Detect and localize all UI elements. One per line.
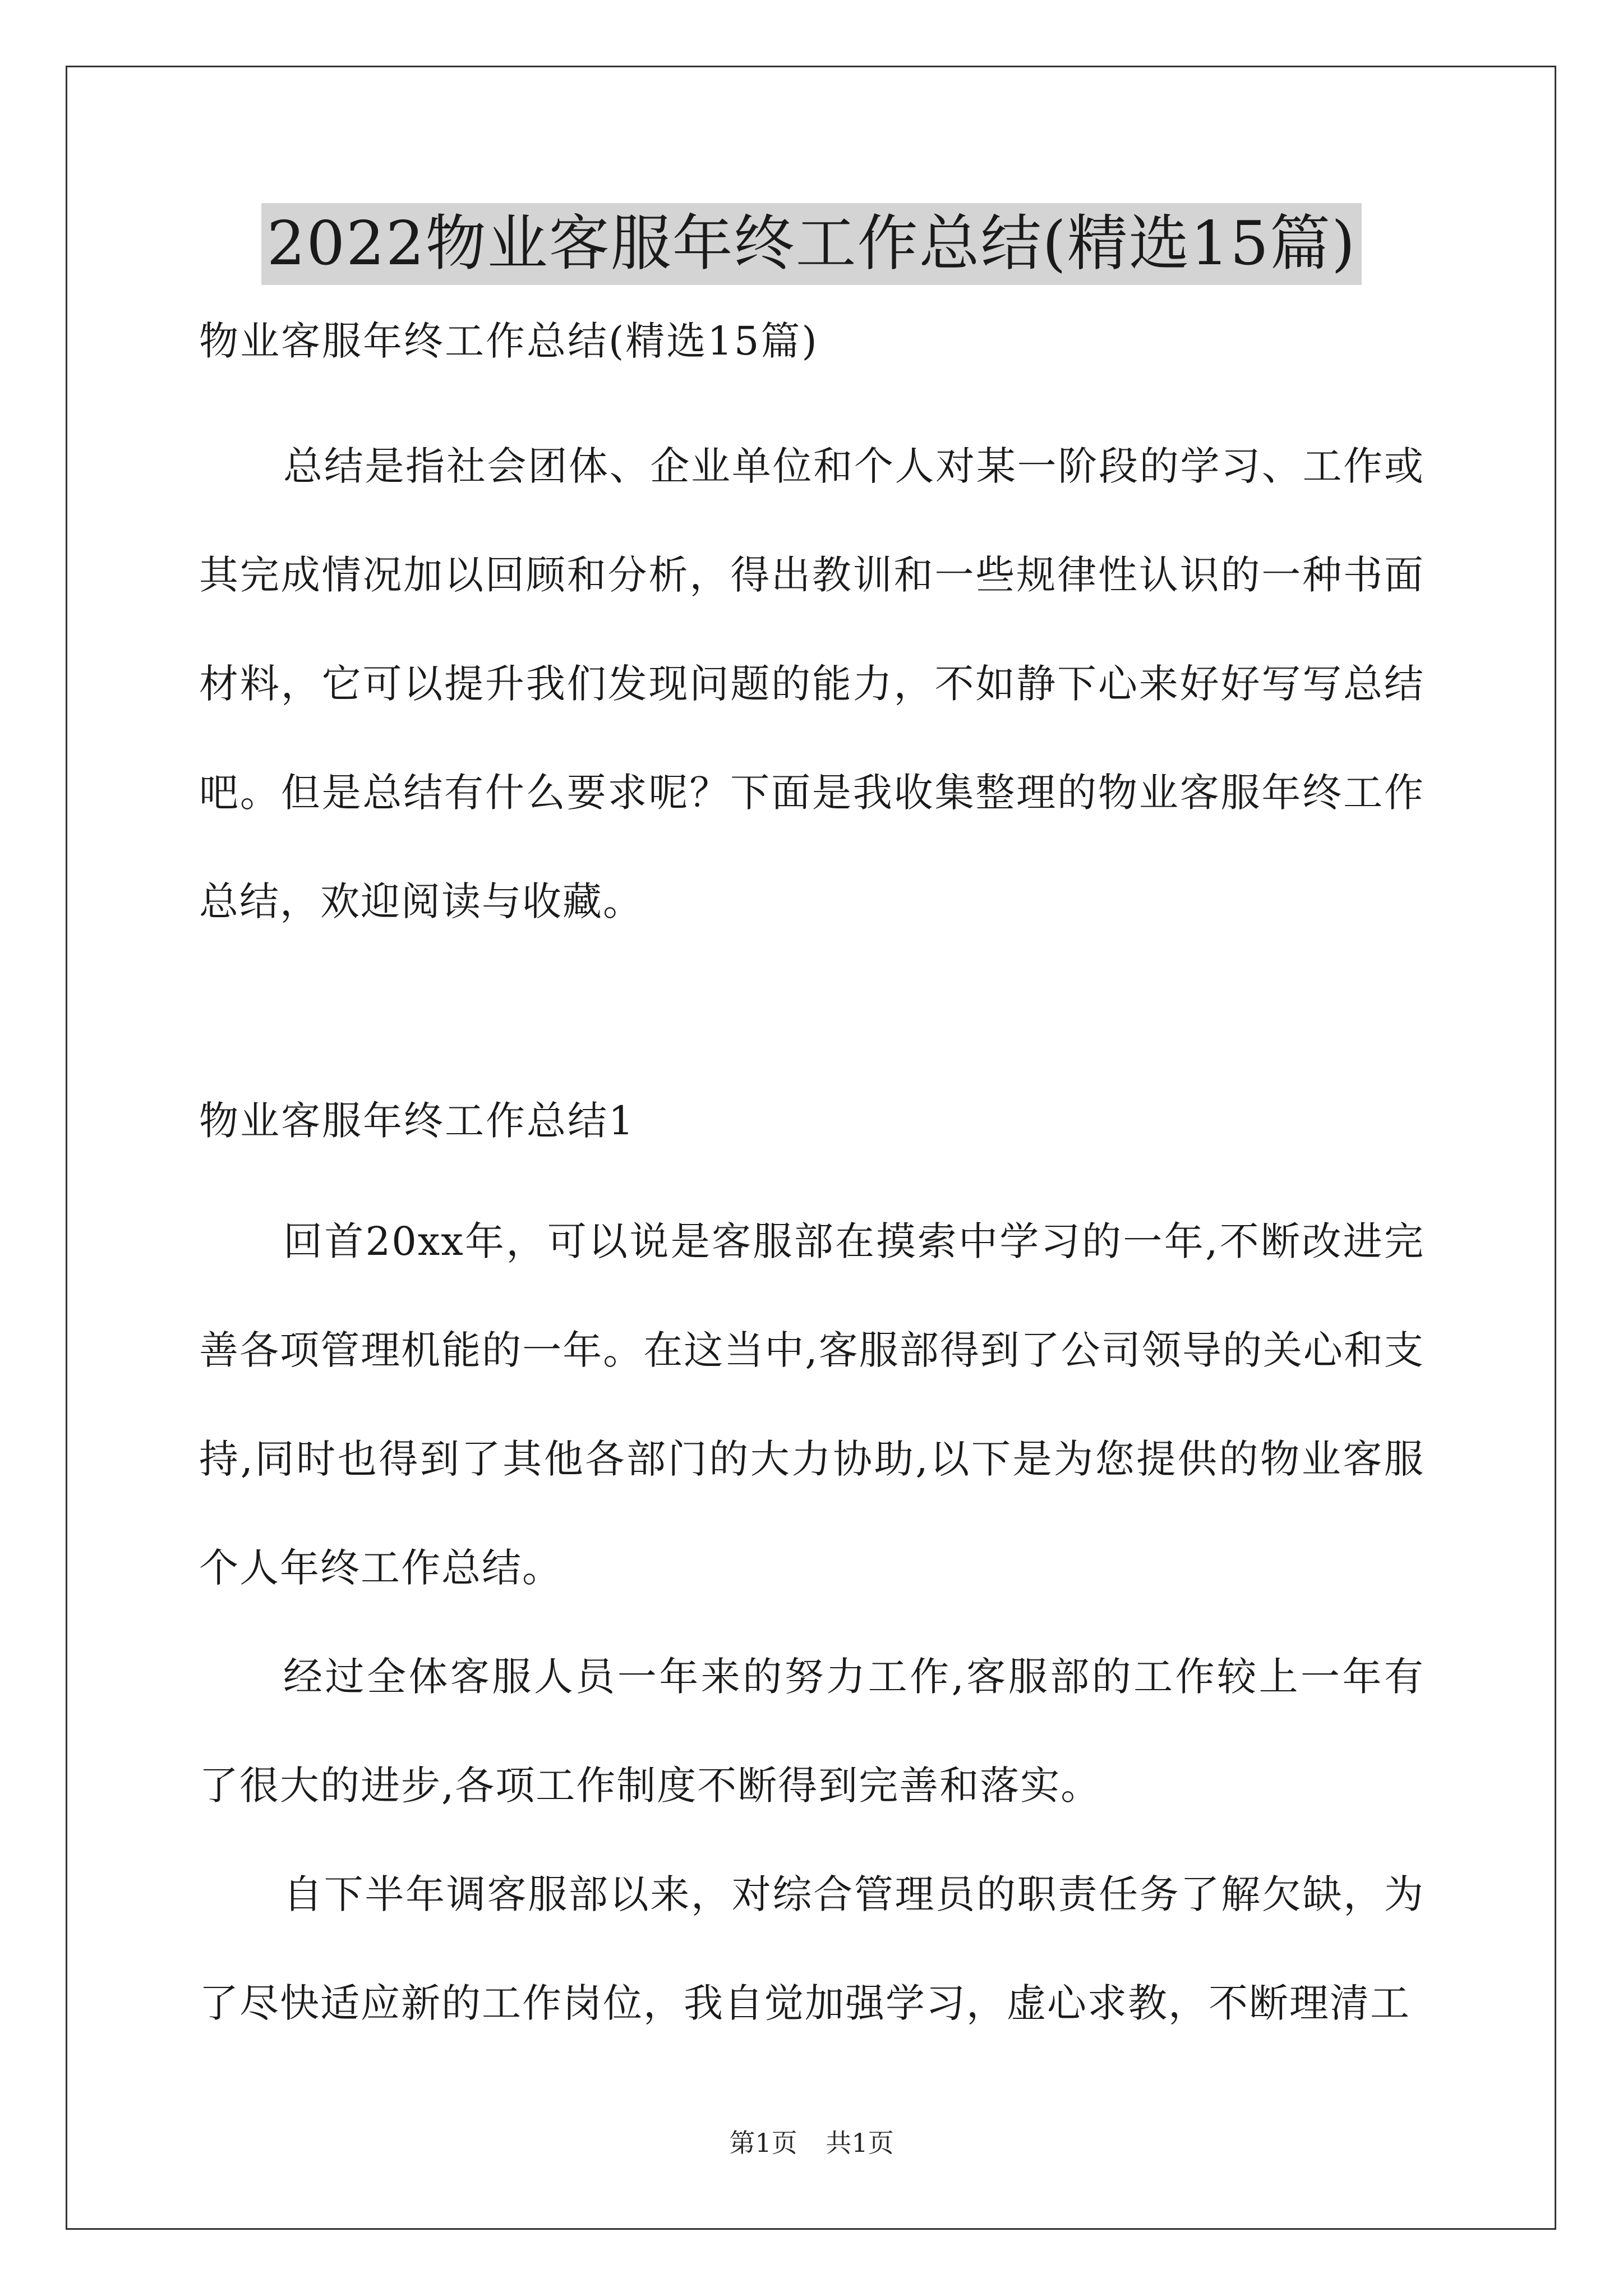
section-heading: 物业客服年终工作总结1	[199, 1098, 635, 1144]
body-paragraph-3: 自下半年调客服部以来，对综合管理员的职责任务了解欠缺，为了尽快适应新的工作岗位，我自觉加强学习，虚心求教，不断理清工	[199, 1871, 1424, 2026]
intro-paragraph: 总结是指社会团体、企业单位和个人对某一阶段的学习、工作或其完成情况加以回顾和分析，得出教训和一些规律性认识的一种书面材料，它可以提升我们发现问题的能力，不如静下心来好好写写总结吧。但是总结有什么要求呢？下面是我收集整理的物业客服年终工作总结，欢迎阅读与收藏。	[199, 443, 1424, 924]
page-number-total: 共1页	[826, 2128, 894, 2158]
title-container	[0, 203, 1623, 285]
document-title: 2022物业客服年终工作总结(精选15篇)	[261, 203, 1362, 285]
page-number-current: 第1页	[729, 2128, 797, 2158]
page-footer	[0, 2126, 1623, 2160]
body-paragraph-1: 回首20xx年，可以说是客服部在摸索中学习的一年,不断改进完善各项管理机能的一年。在这当中,客服部得到了公司领导的关心和支持,同时也得到了其他各部门的大力协助,以下是为您提供的物业客服个人年终工作总结。	[199, 1218, 1424, 1591]
document-subtitle: 物业客服年终工作总结(精选15篇)	[199, 318, 819, 364]
body-paragraph-2: 经过全体客服人员一年来的努力工作,客服部的工作较上一年有了很大的进步,各项工作制度不断得到完善和落实。	[199, 1654, 1424, 1809]
document-body	[199, 314, 1424, 2058]
